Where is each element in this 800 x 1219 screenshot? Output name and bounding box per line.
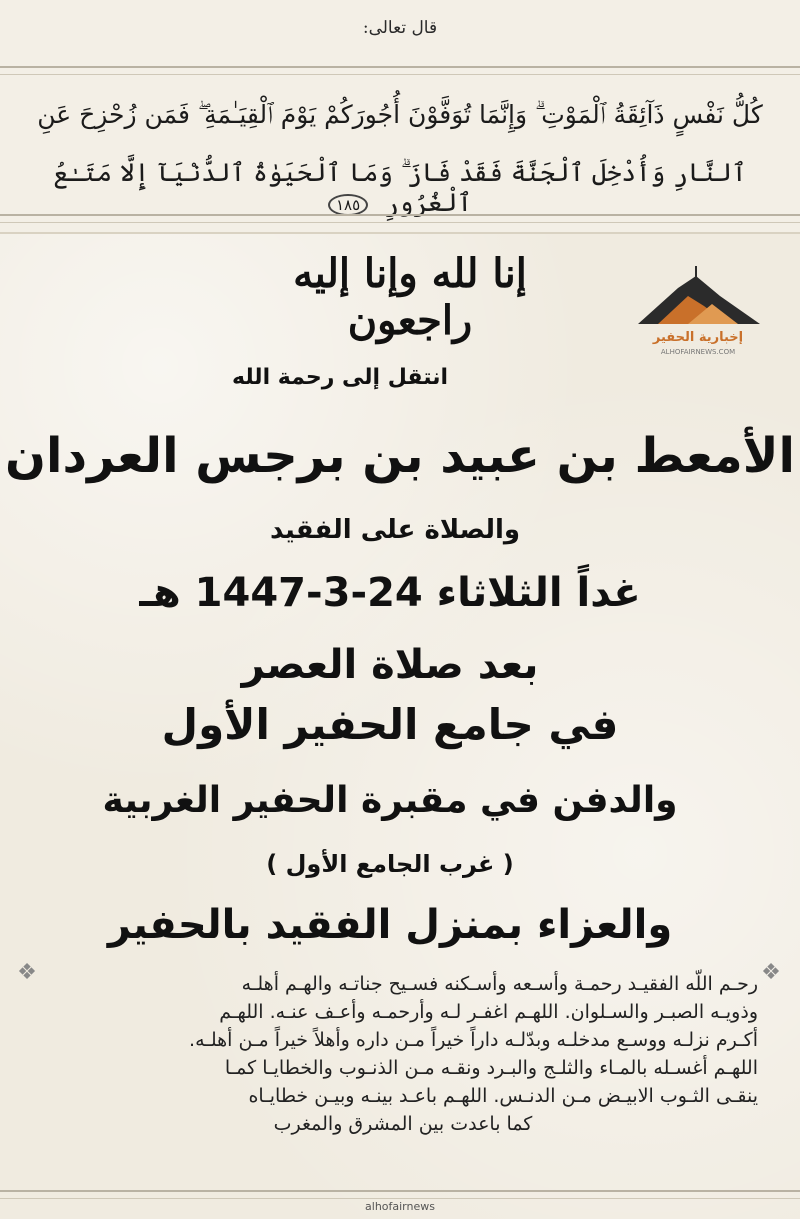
dua-line: أكـرم نزلـه ووسـع مدخلـه وبدّلـه داراً خيراً مـن داره وأهلاً خيراً مـن أهلـه.: [189, 1029, 758, 1051]
burial-note: ( غرب الجامع الأول ): [266, 850, 514, 878]
burial-location: والدفن في مقبرة الحفير الغربية: [102, 780, 678, 821]
corner-ornament-icon: ❖: [17, 960, 37, 985]
watermark: alhofairnews: [365, 1200, 435, 1213]
dua-line: اللهـم أغسـله بالمـاء والثلـج والبـرد ونقـه مـن الذنـوب والخطايـا كمـا: [224, 1057, 758, 1079]
divider: [0, 1190, 800, 1199]
verse-intro: قال تعالى:: [362, 18, 438, 38]
logo-url: ALHOFAIRNEWS.COM: [660, 348, 736, 356]
prayer-mosque: في جامع الحفير الأول: [161, 700, 619, 749]
dua-line: رحـم اللّه الفقيـد رحمـة وأسـعه وأسـكنه فسـيح جناتـه والهـم أهلـه: [241, 973, 758, 995]
logo-name: إخبارية الحفير: [652, 330, 744, 345]
divider: [0, 214, 800, 223]
prayer-label: والصلاة على الفقيد: [269, 515, 521, 545]
ayah-number: ١٨٥: [328, 194, 368, 216]
mountain-logo-icon: [628, 262, 768, 332]
news-logo: [628, 262, 768, 362]
inna-lillah-calligraphy: إنا لله وإنا إليه راجعون: [293, 250, 527, 344]
prayer-time: بعد صلاة العصر: [241, 642, 539, 688]
dua-paragraph: [48, 970, 758, 1138]
passed-away-label: انتقل إلى رحمة الله: [231, 365, 449, 390]
dua-line: ينقـى الثـوب الابيـض مـن الدنـس. اللهـم باعـد بينـه وبيـن خطايـاه: [248, 1085, 758, 1107]
deceased-name: الأمعط بن عبيد بن برجس العردان: [5, 428, 795, 484]
verse-line-2: [30, 158, 770, 217]
prayer-date: غداً الثلاثاء 24-3-1447 هـ: [139, 570, 641, 616]
verse-header: [0, 0, 800, 234]
dua-line: كما باعدت بين المشرق والمغرب: [273, 1113, 533, 1135]
verse-line-2-text: ٱلنَّارِ وَأُدْخِلَ ٱلْجَنَّةَ فَقَدْ فَازَ ۗ وَمَا ٱلْحَيَوٰةُ ٱلدُّنْيَآ إِلَّا مَتَـٰعُ ٱلْغُرُورِ: [53, 158, 747, 217]
corner-ornament-icon: ❖: [761, 960, 781, 985]
dua-line: وذويـه الصبـر والسـلوان. اللهـم اغفـر لـه وأرحمـه وأعـف عنـه. اللهـم: [219, 1001, 758, 1023]
condolences-location: والعزاء بمنزل الفقيد بالحفير: [107, 902, 673, 948]
verse-line-1: كُلُّ نَفْسٍ ذَآئِقَةُ ٱلْمَوْتِ ۗ وَإِنَّمَا تُوَفَّوْنَ أُجُورَكُمْ يَوْمَ ٱلْقِيَـٰمَةِ ۖ فَمَن زُحْزِحَ عَنِ: [37, 100, 763, 129]
divider: [0, 66, 800, 75]
